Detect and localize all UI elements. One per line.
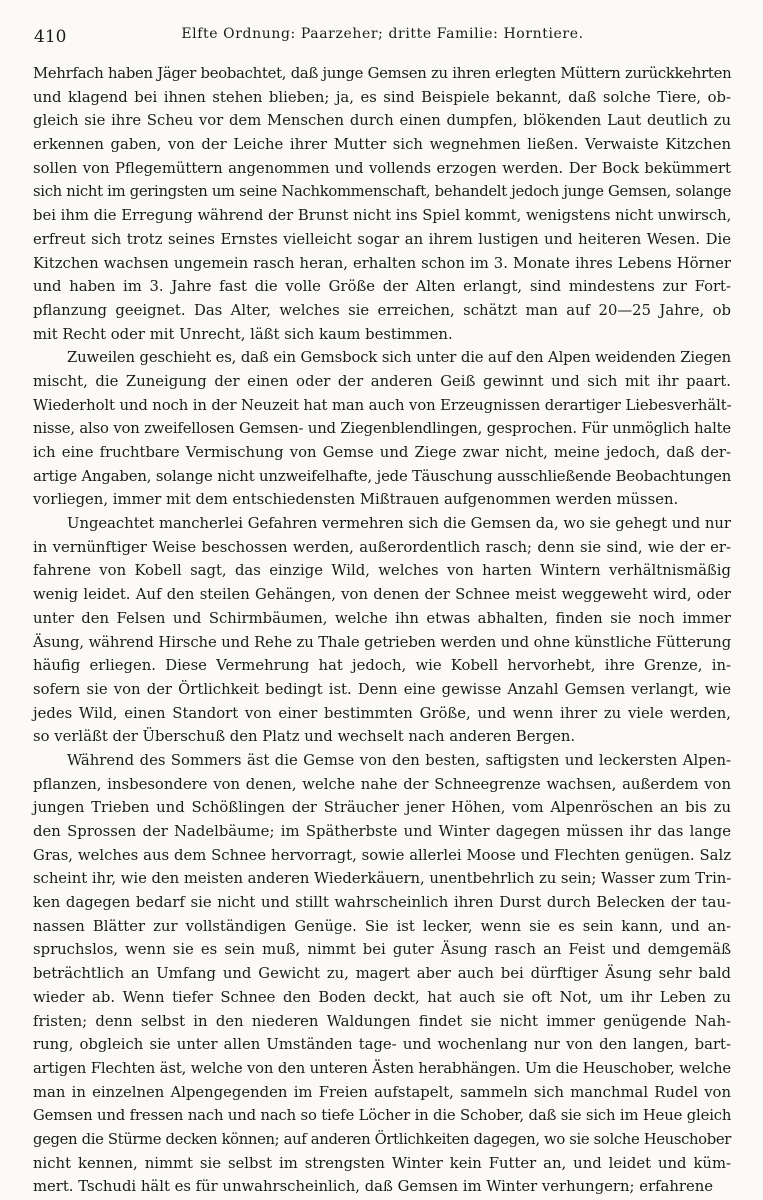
text-line: erkennen gaben, von der Leiche ihrer Mutter sich wegnehmen ließen. Verwaiste Kitzchen <box>33 136 731 154</box>
text-line: fahrene von Kobell sagt, das einzige Wild, welches von harten Wintern verhältnismäßig <box>33 562 731 580</box>
text-line: artigen Flechten äst, welche von den unteren Ästen herabhängen. Um die Heuschober, welche <box>33 1059 731 1077</box>
text-line: Äsung, während Hirsche und Rehe zu Thale getrieben werden und ohne künstliche Fütterung <box>33 633 732 651</box>
page-number: 410 <box>34 27 67 47</box>
page-header <box>34 23 731 49</box>
text-line: ken dagegen bedarf sie nicht und stillt wahrscheinlich ihren Durst durch Belecken der tau- <box>33 894 731 912</box>
text-line: mert. Tschudi hält es für unwahrscheinlich, daß Gemsen im Winter verhungern; erfahrene <box>33 1178 713 1196</box>
text-line: sofern sie von der Örtlichkeit bedingt ist. Denn eine gewisse Anzahl Gemsen verlangt, wie <box>33 680 731 698</box>
text-line: in vernünftiger Weise beschossen werden, außerordentlich rasch; denn sie sind, wie der er- <box>33 538 731 556</box>
text-line: Mehrfach haben Jäger beobachtet, daß junge Gemsen zu ihren erlegten Müttern zurückkehrten <box>33 65 732 82</box>
text-line: jungen Trieben und Schößlingen der Sträucher jener Höhen, vom Alpenröschen an bis zu <box>33 799 731 817</box>
text-line: jedes Wild, einen Standort von einer bestimmten Größe, und wenn ihrer zu viele werden, <box>33 704 731 722</box>
text-line: fristen; denn selbst in den niederen Waldungen findet sie nicht immer genügende Nah- <box>33 1012 731 1030</box>
text-line: Kitzchen wachsen ungemein rasch heran, erhalten schon im 3. Monate ihres Lebens Hörner <box>33 254 731 272</box>
text-line: Wiederholt und noch in der Neuzeit hat man auch von Erzeugnissen derartiger Liebesverhält- <box>33 396 732 414</box>
text-line: nisse, also von zweifellosen Gemsen- und Ziegenblendlingen, gesprochen. Für unmöglich halte <box>33 420 731 438</box>
text-line: Ungeachtet mancherlei Gefahren vermehren sich die Gemsen da, wo sie gehegt und nur <box>67 515 731 533</box>
text-line: den Sprossen der Nadelbäume; im Spätherbste und Winter dagegen müssen ihr das lange <box>33 823 731 840</box>
text-line: pflanzung geeignet. Das Alter, welches sie erreichen, schätzt man auf 20—25 Jahre, ob <box>33 301 731 319</box>
text-line: artige Angaben, solange nicht unzweifelhafte, jede Täuschung ausschließende Beobachtungen <box>33 467 732 485</box>
text-line: so verläßt der Überschuß den Platz und wechselt nach anderen Bergen. <box>33 728 576 746</box>
text-line: wenig leidet. Auf den steilen Gehängen, von denen der Schnee meist weggeweht wird, oder <box>33 586 731 604</box>
text-line: nicht kennen, nimmt sie selbst im strengsten Winter kein Futter an, und leidet und küm- <box>33 1154 731 1172</box>
text-line: vorliegen, immer mit dem entschiedensten Mißtrauen aufgenommen werden müssen. <box>33 491 679 509</box>
text-line: man in einzelnen Alpengegenden im Freien aufstapelt, sammeln sich manchmal Rudel von <box>33 1083 731 1101</box>
paragraph <box>33 346 731 512</box>
text-line: Zuweilen geschieht es, daß ein Gemsbock sich unter die auf den Alpen weidenden Ziegen <box>67 349 731 367</box>
paragraph <box>33 512 731 749</box>
text-line: mit Recht oder mit Unrecht, läßt sich kaum bestimmen. <box>33 325 453 343</box>
text-line: unter den Felsen und Schirmbäumen, welche ihn etwas abhalten, finden sie noch immer <box>33 609 731 627</box>
running-head: Elfte Ordnung: Paarzeher; dritte Familie: Horntiere. <box>181 26 584 42</box>
text-line: beträchtlich an Umfang und Gewicht zu, magert aber auch bei dürftiger Äsung sehr bald <box>33 965 731 983</box>
text-line: scheint ihr, wie den meisten anderen Wiederkäuern, unentbehrlich zu sein; Wasser zum Trin- <box>33 870 732 888</box>
text-line: sich nicht im geringsten um seine Nachkommenschaft, behandelt jedoch junge Gemsen, solange <box>33 183 732 201</box>
text-line: und haben im 3. Jahre fast die volle Größe der Alten erlangt, sind mindestens zur Fort- <box>33 278 731 296</box>
text-line: sollen von Pflegemüttern angenommen und vollends erzogen werden. Der Bock bekümmert <box>33 159 731 177</box>
paragraph <box>33 749 731 1199</box>
text-line: nassen Blätter zur vollständigen Genüge. Sie ist lecker, wenn sie es sein kann, und an- <box>33 917 731 935</box>
text-line: Während des Sommers äst die Gemse von den besten, saftigsten und leckersten Alpen- <box>67 751 731 769</box>
text-line: gegen die Stürme decken können; auf anderen Örtlichkeiten dagegen, wo sie solche Heuschober <box>33 1130 731 1148</box>
text-line: gleich sie ihre Scheu vor dem Menschen durch einen dumpfen, blökenden Laut deutlich zu <box>33 112 731 130</box>
text-line: wieder ab. Wenn tiefer Schnee den Boden deckt, hat auch sie oft Not, um ihr Leben zu <box>33 988 731 1006</box>
text-line: und klagend bei ihnen stehen blieben; ja, es sind Beispiele bekannt, daß solche Tiere, ob- <box>33 88 731 106</box>
text-line: Gemsen und fressen nach und nach so tiefe Löcher in die Schober, daß sie sich im Heue gleich <box>33 1107 732 1125</box>
paragraph <box>33 62 731 346</box>
text-line: bei ihm die Erregung während der Brunst nicht ins Spiel kommt, wenigstens nicht unwirsch, <box>33 207 732 225</box>
text-line: erfreut sich trotz seines Ernstes vielleicht sogar an ihrem lustigen und heiteren Wesen. Die <box>33 230 731 248</box>
text-line: rung, obgleich sie unter allen Umständen tage- und wochenlang nur von den langen, bart- <box>33 1036 731 1054</box>
text-line: mischt, die Zuneigung der einen oder der anderen Geiß gewinnt und sich mit ihr paart. <box>33 372 731 390</box>
body-text <box>33 62 731 1199</box>
text-line: ich eine fruchtbare Vermischung von Gemse und Ziege zwar nicht, meine jedoch, daß der- <box>33 444 731 461</box>
text-line: Gras, welches aus dem Schnee hervorragt, sowie allerlei Moose und Flechten genügen. Salz <box>33 846 731 864</box>
text-line: spruchslos, wenn sie es sein muß, nimmt bei guter Äsung rasch an Feist und demgemäß <box>33 941 731 959</box>
text-line: häufig erliegen. Diese Vermehrung hat jedoch, wie Kobell hervorhebt, ihre Grenze, in- <box>33 657 731 675</box>
text-line: pflanzen, insbesondere von denen, welche nahe der Schneegrenze wachsen, außerdem von <box>33 775 731 793</box>
